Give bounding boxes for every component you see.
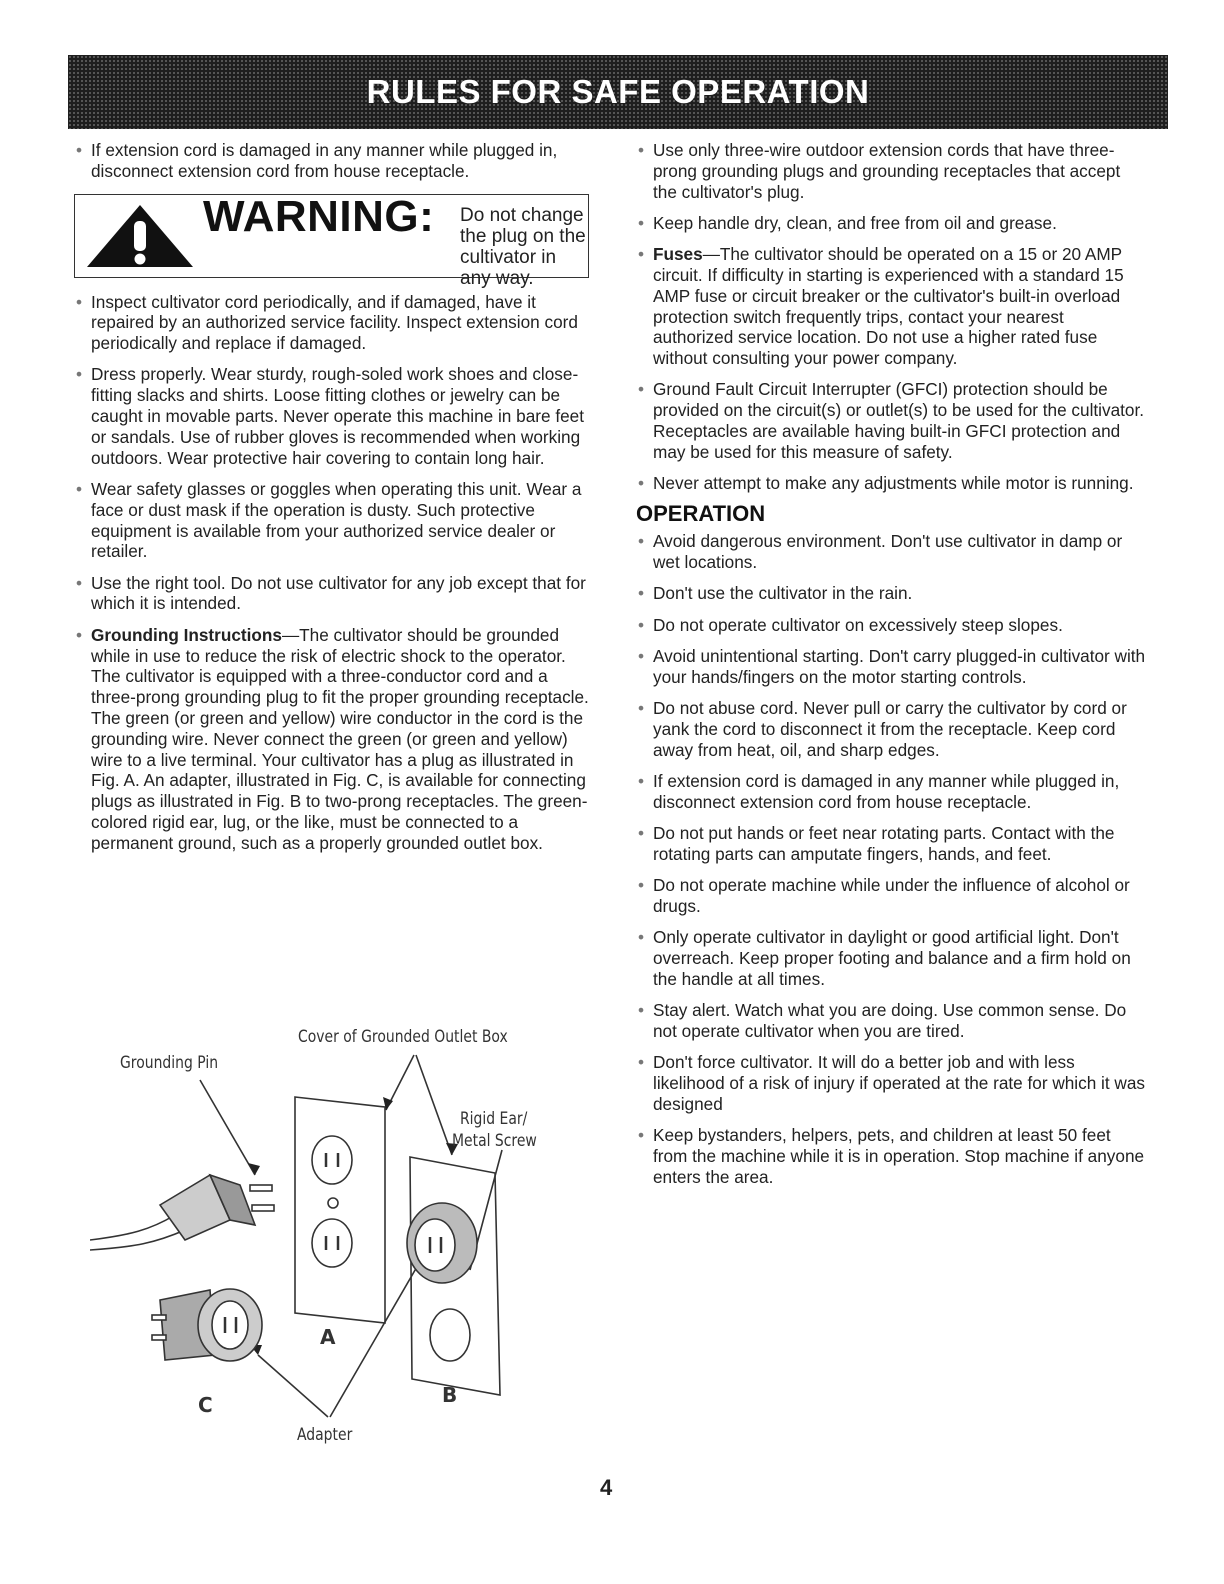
rigid-ear-label: Rigid Ear/ bbox=[460, 1109, 528, 1129]
grounding-pin-label: Grounding Pin bbox=[120, 1053, 219, 1073]
metal-screw-label: Metal Screw bbox=[452, 1131, 537, 1151]
list-item-fuses bbox=[636, 244, 1146, 369]
right-column bbox=[636, 140, 1146, 1198]
label-b: B bbox=[442, 1383, 458, 1407]
list-item: • Avoid unintentional starting. Don't carry plugged-in cultivator with your hands/fingers on the motor starting controls. bbox=[636, 646, 1146, 688]
section-banner bbox=[68, 55, 1168, 129]
list-item: • Avoid dangerous environment. Don't use cultivator in damp or wet locations. bbox=[636, 531, 1146, 573]
list-item-grounding bbox=[74, 625, 589, 854]
list-item: • Don't force cultivator. It will do a better job and with less likelihood of a risk of injury if operated at the rate for which it was designed bbox=[636, 1052, 1146, 1114]
outlet-figure bbox=[90, 1025, 570, 1455]
operation-list bbox=[636, 531, 1146, 1187]
outlet-illustration bbox=[90, 1025, 570, 1455]
adapter-label: Adapter bbox=[297, 1425, 353, 1445]
left-column bbox=[74, 140, 589, 864]
list-item: • Wear safety glasses or goggles when operating this unit. Wear a face or dust mask if the operation is dusty. Such protective equipment is available from your authorized service dealer or retailer. bbox=[74, 479, 589, 562]
list-item: • Never attempt to make any adjustments while motor is running. bbox=[636, 473, 1146, 494]
right-list bbox=[636, 140, 1146, 494]
warning-message: Do not change the plug on the cultivator in any way. bbox=[460, 204, 586, 289]
cover-label: Cover of Grounded Outlet Box bbox=[298, 1027, 508, 1047]
list-item: • Ground Fault Circuit Interrupter (GFCI) protection should be provided on the circuit(s) or outlet(s) to be used for the cultivator. Receptacles are available having built-in GFCI protection and may be used for this measure of safety. bbox=[636, 379, 1146, 462]
grounding-lead: Grounding Instructions bbox=[91, 624, 282, 645]
label-a: A bbox=[320, 1325, 336, 1349]
warning-triangle-icon bbox=[85, 203, 195, 269]
list-item: • If extension cord is damaged in any manner while plugged in, disconnect extension cord from house receptacle. bbox=[636, 771, 1146, 813]
list-item: • Do not put hands or feet near rotating parts. Contact with the rotating parts can amputate fingers, hands, and feet. bbox=[636, 823, 1146, 865]
left-list bbox=[74, 292, 589, 854]
grounding-text: —The cultivator should be grounded while in use to reduce the risk of electric shock to the operator. The cultivator is equipped with a three-conductor cord and a three-prong grounding plug to fit the proper grounding receptacle. The green (or green and yellow) wire conductor in the cord is the grounding wire. Never connect the green (or green and yellow) wire to a live terminal. Your cultivator has a plug as illustrated in Fig. A. An adapter, illustrated in Fig. C, is available for connecting plugs as illustrated in Fig. B to two-prong receptacles. The green-colored rigid ear, lug, or the like, must be connected to a permanent ground, such as a properly grounded outlet box. bbox=[91, 624, 589, 853]
list-item: • Keep bystanders, helpers, pets, and children at least 50 feet from the machine while it is in operation. Stop machine if anyone enters the area. bbox=[636, 1125, 1146, 1187]
warning-box bbox=[74, 191, 589, 289]
list-item: • Do not abuse cord. Never pull or carry the cultivator by cord or yank the cord to disconnect it from the receptacle. Keep cord away from heat, oil, and sharp edges. bbox=[636, 698, 1146, 760]
fuses-lead: Fuses bbox=[653, 244, 703, 265]
banner-title: RULES FOR SAFE OPERATION bbox=[366, 73, 870, 110]
left-top-list bbox=[74, 140, 589, 182]
list-item: • Do not operate cultivator on excessively steep slopes. bbox=[636, 615, 1146, 636]
list-item: • If extension cord is damaged in any manner while plugged in, disconnect extension cord from house receptacle. bbox=[74, 140, 589, 182]
list-item: • Dress properly. Wear sturdy, rough-soled work shoes and close-fitting slacks and shirts. Loose fitting clothes or jewelry can be caught in movable parts. Never operate this machine in bare feet or sandals. Use of rubber gloves is recommended when working outdoors. Wear protective hair covering to contain long hair. bbox=[74, 364, 589, 468]
operation-heading: OPERATION bbox=[636, 501, 766, 527]
list-item: • Do not operate machine while under the influence of alcohol or drugs. bbox=[636, 875, 1146, 917]
warning-word: WARNING: bbox=[203, 191, 435, 241]
page-number: 4 bbox=[600, 1475, 613, 1500]
list-item: • Use the right tool. Do not use cultivator for any job except that for which it is intended. bbox=[74, 573, 589, 615]
list-item: • Use only three-wire outdoor extension cords that have three-prong grounding plugs and grounding receptacles that accept the cultivator's plug. bbox=[636, 140, 1146, 202]
fuses-text: —The cultivator should be operated on a 15 or 20 AMP circuit. If difficulty in starting is experienced with a standard 15 AMP fuse or circuit breaker or the cultivator's built-in overload protection switch frequently trips, contact your nearest authorized service location. Do not use a higher rated fuse without consulting your power company. bbox=[653, 244, 1124, 369]
list-item: • Keep handle dry, clean, and free from oil and grease. bbox=[636, 213, 1146, 234]
list-item: • Stay alert. Watch what you are doing. Use common sense. Do not operate cultivator when you are tired. bbox=[636, 1000, 1146, 1042]
list-item: • Don't use the cultivator in the rain. bbox=[636, 583, 1146, 604]
label-c: C bbox=[198, 1393, 213, 1417]
list-item: • Only operate cultivator in daylight or good artificial light. Don't overreach. Keep proper footing and balance and a firm hold on the handle at all times. bbox=[636, 927, 1146, 989]
list-item: • Inspect cultivator cord periodically, and if damaged, have it repaired by an authorized service facility. Inspect extension cord periodically and replace if damaged. bbox=[74, 292, 589, 354]
